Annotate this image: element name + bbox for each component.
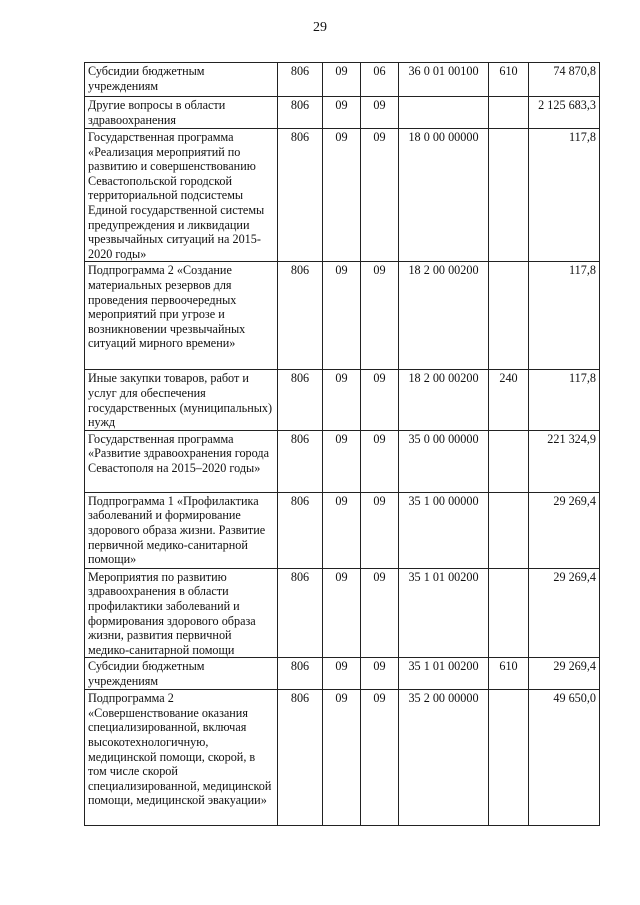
row-expense-type-code [489,129,529,262]
row-subsection-code: 09 [361,97,399,129]
row-target-article-code: 36 0 01 00100 [399,63,489,97]
row-section-code: 09 [323,492,361,568]
row-expense-type-code: 610 [489,658,529,690]
table-row [85,129,600,262]
row-name: Государственная программа «Реализация мероприятий по развитию и совершенствованию Севастопольской городской территориальной подсистемы Единой государственной системы предупреждения и ликвидации чрезвычайных ситуаций на 2015-2020 годы» [85,129,278,262]
row-grbs-code: 806 [278,658,323,690]
row-target-article-code: 18 0 00 00000 [399,129,489,262]
table-row [85,658,600,690]
row-amount: 74 870,8 [529,63,600,97]
table-row [85,63,600,97]
row-amount: 29 269,4 [529,568,600,658]
row-target-article-code: 18 2 00 00200 [399,370,489,430]
table-row [85,262,600,370]
row-expense-type-code [489,262,529,370]
row-name: Подпрограмма 1 «Профилактика заболеваний и формирование здорового образа жизни. Развитие первичной медико-санитарной помощи» [85,492,278,568]
table-row [85,97,600,129]
budget-table [84,62,600,826]
row-expense-type-code [489,690,529,826]
page-number: 29 [313,20,327,35]
row-amount: 29 269,4 [529,658,600,690]
row-subsection-code: 09 [361,430,399,492]
row-grbs-code: 806 [278,568,323,658]
row-section-code: 09 [323,568,361,658]
row-section-code: 09 [323,658,361,690]
row-name: Мероприятия по развитию здравоохранения в области профилактики заболеваний и формирования здорового образа жизни, развития первичной медико-санитарной помощи [85,568,278,658]
row-name: Подпрограмма 2 «Создание материальных резервов для проведения первоочередных мероприятий при угрозе и возникновении чрезвычайных ситуаций мирного времени» [85,262,278,370]
row-subsection-code: 06 [361,63,399,97]
row-subsection-code: 09 [361,492,399,568]
row-grbs-code: 806 [278,370,323,430]
row-section-code: 09 [323,690,361,826]
row-expense-type-code: 610 [489,63,529,97]
row-amount: 221 324,9 [529,430,600,492]
row-amount: 117,8 [529,262,600,370]
table-row [85,430,600,492]
row-subsection-code: 09 [361,690,399,826]
row-amount: 49 650,0 [529,690,600,826]
row-subsection-code: 09 [361,262,399,370]
row-name: Иные закупки товаров, работ и услуг для обеспечения государственных (муниципальных) нужд [85,370,278,430]
row-amount: 29 269,4 [529,492,600,568]
row-target-article-code: 35 1 00 00000 [399,492,489,568]
table-row [85,492,600,568]
row-section-code: 09 [323,370,361,430]
row-amount: 117,8 [529,129,600,262]
row-name: Субсидии бюджетным учреждениям [85,63,278,97]
row-section-code: 09 [323,430,361,492]
row-section-code: 09 [323,129,361,262]
row-name: Субсидии бюджетным учреждениям [85,658,278,690]
row-name: Подпрограмма 2 «Совершенствование оказания специализированной, включая высокотехнологичную, медицинской помощи, скорой, в том числе скорой специализированной, медицинской помощи, медицинской эвакуации» [85,690,278,826]
row-target-article-code [399,97,489,129]
row-grbs-code: 806 [278,262,323,370]
row-target-article-code: 35 1 01 00200 [399,658,489,690]
row-amount: 2 125 683,3 [529,97,600,129]
row-subsection-code: 09 [361,129,399,262]
row-expense-type-code [489,568,529,658]
row-grbs-code: 806 [278,97,323,129]
row-subsection-code: 09 [361,568,399,658]
row-name: Государственная программа «Развитие здравоохранения города Севастополя на 2015–2020 годы» [85,430,278,492]
row-amount: 117,8 [529,370,600,430]
table-row [85,568,600,658]
row-target-article-code: 35 1 01 00200 [399,568,489,658]
row-expense-type-code [489,97,529,129]
row-subsection-code: 09 [361,658,399,690]
row-expense-type-code: 240 [489,370,529,430]
row-grbs-code: 806 [278,492,323,568]
row-section-code: 09 [323,97,361,129]
row-section-code: 09 [323,262,361,370]
row-grbs-code: 806 [278,129,323,262]
row-subsection-code: 09 [361,370,399,430]
row-target-article-code: 35 0 00 00000 [399,430,489,492]
row-target-article-code: 18 2 00 00200 [399,262,489,370]
row-target-article-code: 35 2 00 00000 [399,690,489,826]
table-row [85,690,600,826]
row-section-code: 09 [323,63,361,97]
row-grbs-code: 806 [278,690,323,826]
row-expense-type-code [489,492,529,568]
row-name: Другие вопросы в области здравоохранения [85,97,278,129]
row-grbs-code: 806 [278,430,323,492]
row-grbs-code: 806 [278,63,323,97]
row-expense-type-code [489,430,529,492]
table-row [85,370,600,430]
